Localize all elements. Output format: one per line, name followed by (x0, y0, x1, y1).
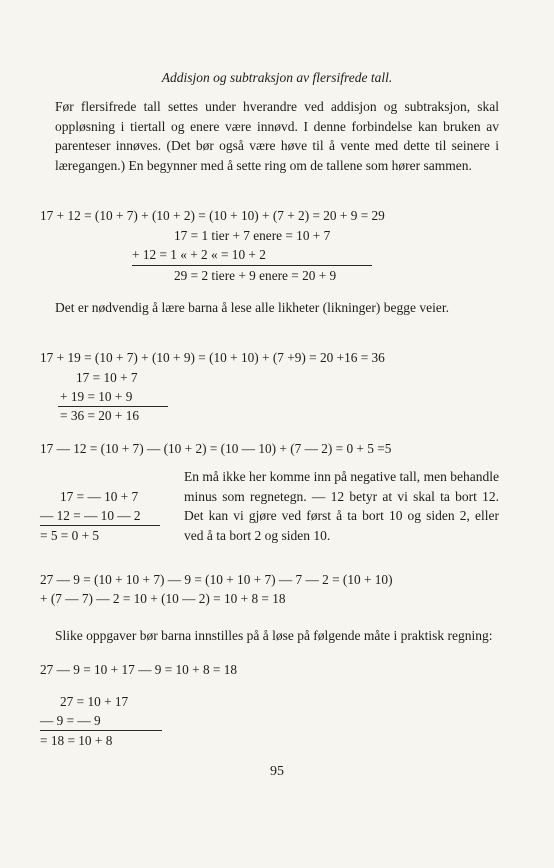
example-4-equation-line-2: + (7 — 7) — 2 = 10 + (10 — 2) = 10 + 8 = 18 (40, 591, 286, 606)
section-title: Addisjon og subtraksjon av flersifrede tall. (161, 70, 393, 85)
example-2-row-1: 17 = 10 + 7 (76, 370, 138, 385)
example-1-row-3: 29 = 2 tiere + 9 enere = 20 + 9 (174, 268, 337, 283)
example-3-row-1: 17 = — 10 + 7 (60, 489, 139, 504)
example-2-row-3: = 36 = 20 + 16 (60, 408, 140, 423)
example-3-note: En må ikke her komme inn på negative tall, men behandle minus som regnetegn. — 12 betyr at vi skal ta bort 12. Det kan vi gjøre ved først å ta bort 10 og siden 2, eller ved å ta bort 2 og siden 10. (184, 469, 499, 543)
example-2-sum-line (58, 406, 168, 407)
third-paragraph (55, 626, 499, 646)
example-2-row-2: + 19 = 10 + 9 (60, 389, 133, 404)
page-number: 95 (270, 764, 284, 779)
example-2-equation: 17 + 19 = (10 + 7) + (10 + 9) = (10 + 10) + (7 +9) = 20 +16 = 36 (40, 350, 385, 365)
second-paragraph-text: Det er nødvendig å lære barna å lese alle likheter (likninger) begge veier. (55, 300, 449, 315)
example-1-row-1: 17 = 1 tier + 7 enere = 10 + 7 (174, 228, 331, 243)
example-3-row-3: = 5 = 0 + 5 (40, 528, 100, 543)
third-paragraph-text: Slike oppgaver bør barna innstilles på å løse på følgende måte i praktisk regning: (55, 628, 493, 643)
intro-paragraph (55, 97, 499, 175)
example-1-equation: 17 + 12 = (10 + 7) + (10 + 2) = (10 + 10) + (7 + 2) = 20 + 9 = 29 (40, 208, 385, 223)
second-paragraph (55, 298, 499, 318)
example-3-row-2: — 12 = — 10 — 2 (40, 508, 141, 523)
example-1-row-2: + 12 = 1 « + 2 « = 10 + 2 (132, 247, 266, 262)
example-5-equation: 27 — 9 = 10 + 17 — 9 = 10 + 8 = 18 (40, 662, 238, 677)
example-5-row-1: 27 = 10 + 17 (60, 694, 129, 709)
example-5-row-2: — 9 = — 9 (40, 713, 101, 728)
example-5-sum-line (40, 730, 162, 731)
example-4-equation-line-1: 27 — 9 = (10 + 10 + 7) — 9 = (10 + 10 + 7) — 7 — 2 = (10 + 10) (40, 572, 393, 587)
example-3-sum-line (40, 525, 160, 526)
intro-text: Før flersifrede tall settes under hverandre ved addisjon og subtraksjon, skal oppløsning i tiertall og enere være innøvd. I denne forbindelse kan bruken av parenteser innøves. (Det bør også være høve til å vente med dette til seinere i læregangen.) En begynner med å sette ring om de tallene som hører sammen. (55, 99, 499, 173)
example-3-equation: 17 — 12 = (10 + 7) — (10 + 2) = (10 — 10) + (7 — 2) = 0 + 5 =5 (40, 441, 392, 456)
example-5-row-3: = 18 = 10 + 8 (40, 733, 113, 748)
example-1-sum-line (132, 265, 372, 266)
